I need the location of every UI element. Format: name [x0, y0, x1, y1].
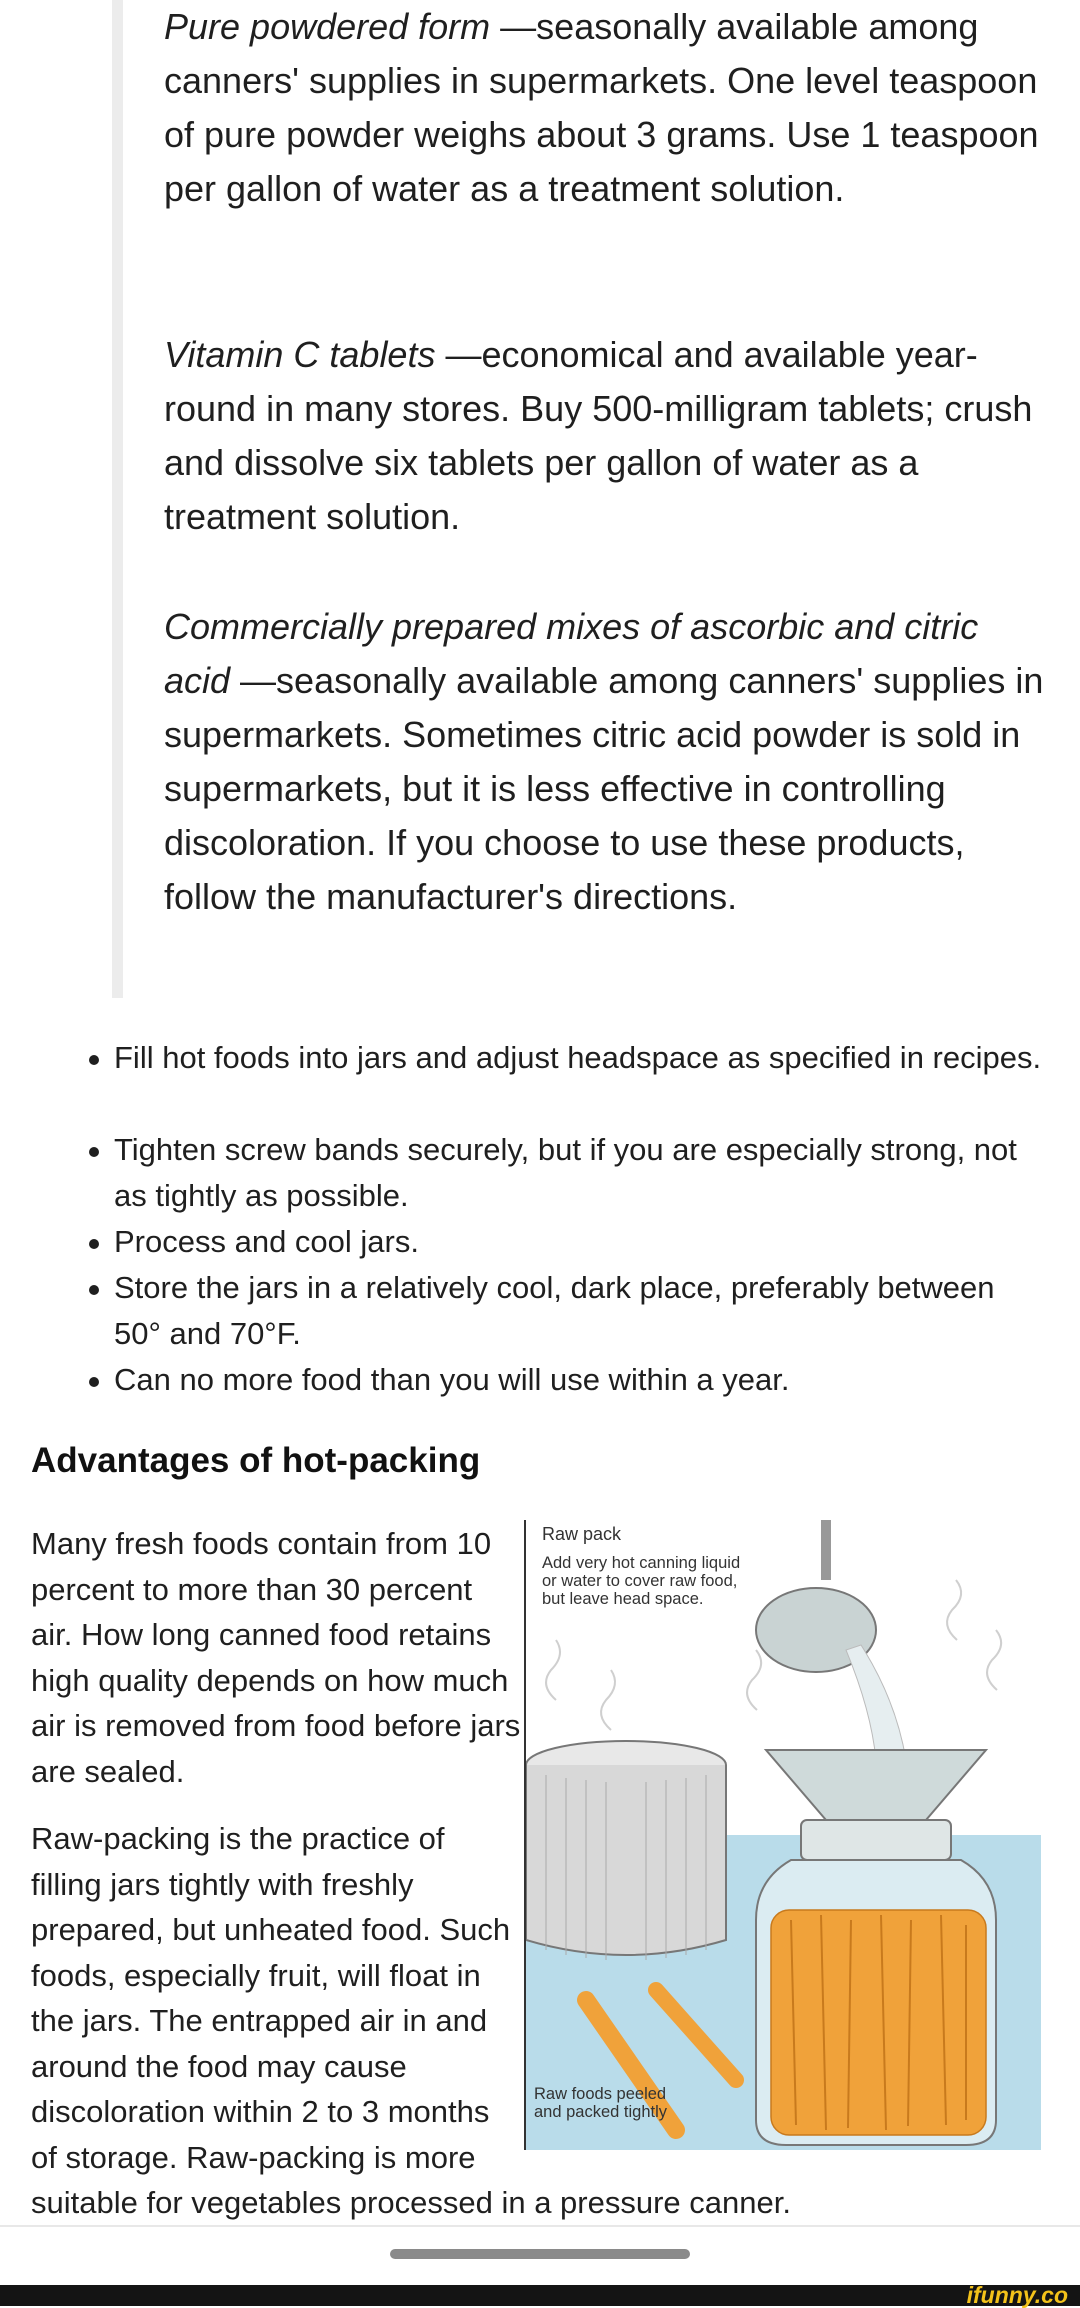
illustration-description: Add very hot canning liquid or water to cover raw food, but leave head space.	[542, 1554, 741, 1608]
quote-term: Commercially prepared mixes of ascorbic and citric acid	[164, 606, 979, 701]
home-indicator[interactable]	[390, 2249, 690, 2259]
ifunny-watermark: ifunny.co	[966, 2282, 1068, 2308]
section-heading: Advantages of hot-packing	[31, 1441, 481, 1480]
quote-paragraph-powdered: Pure powdered form —seasonally available among canners' supplies in supermarkets. One level teaspoon of pure powder weighs about 3 grams. Use 1 teaspoon per gallon of water as a treatment solution.	[164, 6, 1039, 209]
body-paragraph: Many fresh foods contain from 10 percent to more than 30 percent air. How long canned food retains high quality depends on how much air is removed from food before jars are sealed.	[31, 1526, 521, 1789]
list-item: Process and cool jars.	[114, 1219, 1044, 1265]
quote-paragraph-tablets: Vitamin C tablets —economical and available year-round in many stores. Buy 500-milligram tablets; crush and dissolve six tablets per gallon of water as a treatment solution.	[164, 334, 1033, 537]
body-paragraph-continuation: suitable for vegetables processed in a pressure canner.	[31, 2185, 791, 2220]
list-item: Tighten screw bands securely, but if you are especially strong, not as tightly as possible.	[114, 1127, 1044, 1219]
watermark-bar	[0, 2282, 1080, 2308]
quote-term: Vitamin C tablets	[164, 334, 436, 375]
divider	[0, 2225, 1080, 2227]
list-item: Store the jars in a relatively cool, dark place, preferably between 50° and 70°F.	[114, 1265, 1044, 1357]
body-paragraph: Raw-packing is the practice of filling jars tightly with freshly prepared, but unheated food. Such foods, especially fruit, will float in the jars. The entrapped air in and around the food may cause discoloration within 2 to 3 months of storage. Raw-packing is more	[31, 1821, 511, 2175]
illustration-title: Raw pack	[542, 1524, 622, 1544]
raw-pack-illustration	[524, 1520, 1041, 2150]
raw-pack-drawing	[526, 1520, 1041, 2150]
illustration-foods-label: Raw foods peeled and packed tightly	[534, 2085, 668, 2121]
quote-term: Pure powdered form	[164, 6, 491, 47]
list-item: Fill hot foods into jars and adjust headspace as specified in recipes.	[114, 1035, 1044, 1081]
list-item: Can no more food than you will use within a year.	[114, 1357, 1044, 1403]
quote-paragraph-mixes: Commercially prepared mixes of ascorbic and citric acid —seasonally available among canners' supplies in supermarkets. Sometimes citric acid powder is sold in supermarkets, but it is less effective in controlling discoloration. If you choose to use these products, follow the manufacturer's directions.	[164, 606, 1044, 917]
